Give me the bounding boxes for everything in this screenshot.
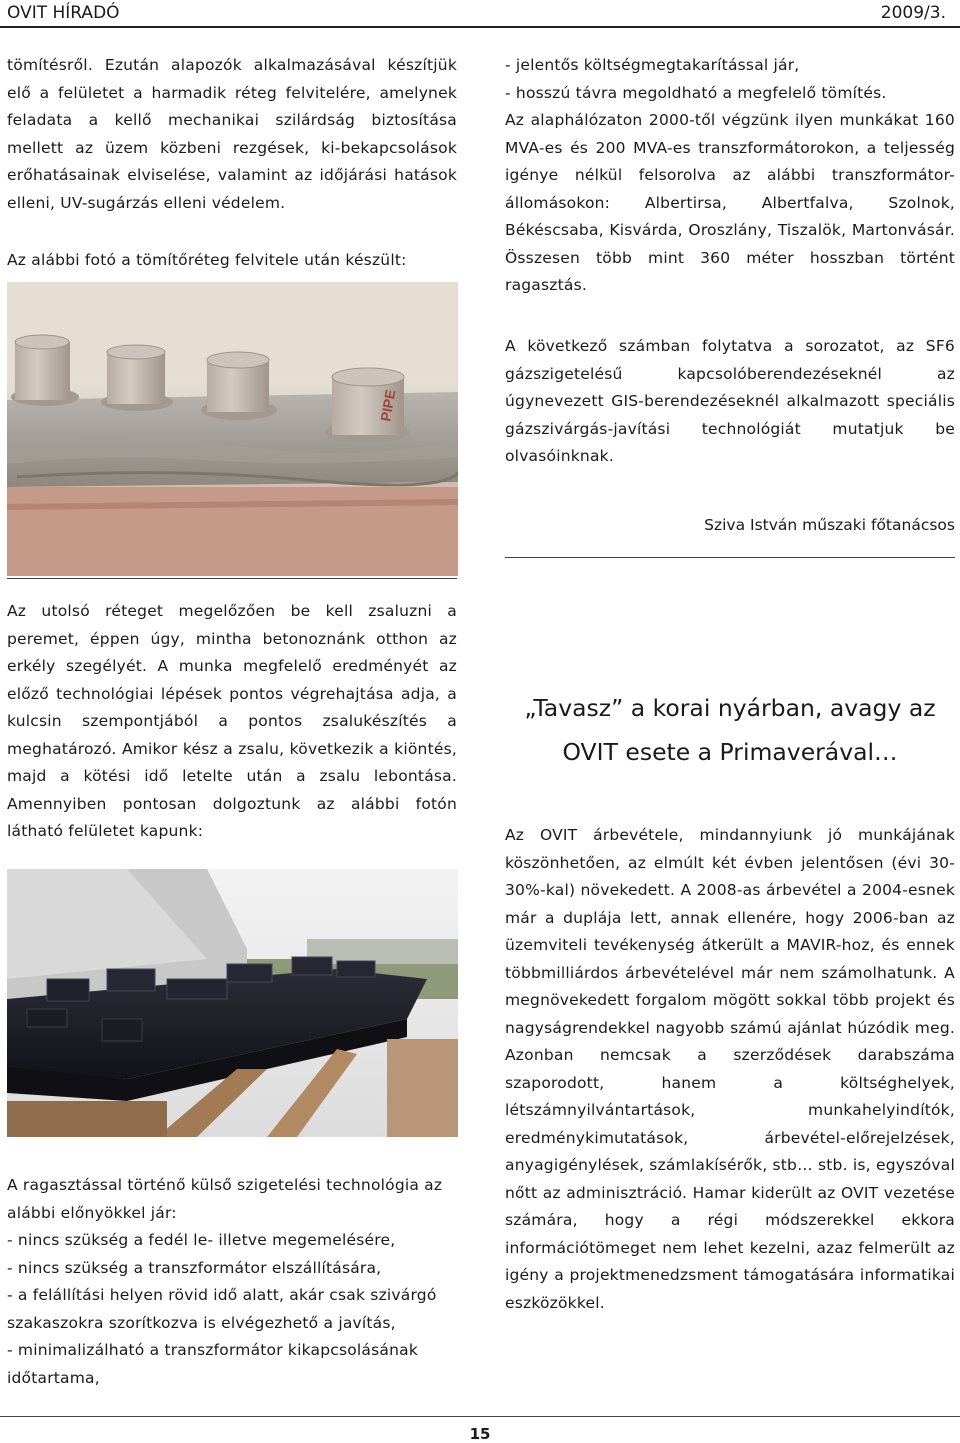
next-issue-text: A következő számban folytatva a sorozatot, az SF6 gázszigetelésű kapcsolóberendezéseknél az úgynevezett GIS-berendezéseknél alkalmazott speciális gázszivárgás-javítási technológiát mutatjuk be olvasóinknak.	[505, 337, 955, 465]
photo-finished-surface-image	[7, 869, 458, 1137]
benefits-list: A ragasztással történő külső szigetelési technológia az alábbi előnyökkel jár: - nincs szükség a fedél le- illetve megemelésére, - nincs szükség a transzformátor elszállítására, - a felállítási helyen rövid idő alatt, akár csak szivárgó szakaszokra szorítkozva is elvégezhető a javítás, - minimalizálható a transzformátor kikapcsolásának időtartama,	[7, 1176, 443, 1387]
page-number: 15	[469, 1425, 491, 1443]
right-divider	[505, 557, 955, 558]
article-body: Az OVIT árbevétele, mindannyiunk jó munkájának köszönhetően, az elmúlt két évben jelentősen (évi 30-30%-kal) növekedett. A 2008-as árbevétel a 2004-esnek már a duplája lett, annak ellenére, hogy 2006-ban az üzemviteli tevékenység átkerült a MAVIR-hoz, és ennek többmilliárdos árbevételével már nem számolhatunk. A megnövekedett forgalom mögött sokkal több projekt és nagyságrendekkel nagyobb számú ajánlat húzódik meg. Azonban nemcsak a szerződések darabszáma szaporodott, hanem a költséghelyek, létszámnyilvántartások, munkahelyindítók, eredménykimutatások, árbevétel-előrejelzések, anyagigénylések, számlakísérők, stb… stb. is, egyszóval nőtt az adminisztráció. Hamar kiderült az OVIT vezetése számára, hogy a régi módszerekkel ekkora információtömeget nem lehet kezelni, azaz felmerült az igény a projektmenedzsment támogatására informatikai eszközökkel.	[505, 826, 955, 1312]
photo-finished-surface	[7, 869, 458, 1137]
page-header	[0, 0, 960, 28]
article-title-line1: „Tavasz” a korai nyárban, avagy az	[524, 694, 936, 722]
author-signature: Sziva István műszaki főtanácsos	[704, 516, 955, 534]
article-title	[505, 686, 955, 774]
pipe-label: PIPE	[377, 388, 399, 423]
left-divider	[7, 578, 457, 579]
photo-sealant-pipes-image	[7, 282, 458, 576]
magazine-title: OVIT HÍRADÓ	[7, 3, 120, 23]
right-list-and-locations: - jelentős költségmegtakarítással jár, - hosszú távra megoldható a megfelelő tömítés. Az alaphálózaton 2000-től végzünk ilyen munkákat 160 MVA-es és 200 MVA-es transzformátorokon, a teljesség igénye nélkül felsorolva az alábbi transzformátor-állomásokon: Albertirsa, Albertfalva, Szolnok, Békéscsaba, Kisvárda, Oroszlány, Tiszalök, Martonvásár. Összesen több mint 360 méter hosszban történt ragasztás.	[505, 56, 955, 294]
photo1-caption: Az alábbi fotó a tömítőréteg felvitele után készült:	[7, 251, 407, 269]
left-intro-text: tömítésről. Ezután alapozók alkalmazásával készítjük elő a felületet a harmadik réteg felvitelére, amelynek feladata a kellő mechanikai szilárdság biztosítása mellett az üzem közbeni rezgések, ki-bekapcsolások erőhatásainak elviselése, valamint az időjárási hatások elleni, UV-sugárzás elleni védelem.	[7, 56, 457, 212]
issue-number: 2009/3.	[880, 3, 946, 23]
article-title-line2: OVIT esete a Primaverával…	[562, 738, 898, 766]
left-para-formwork: Az utolsó réteget megelőzően be kell zsaluzni a peremet, éppen úgy, mintha betonoznánk otthon az erkély szegélyét. A munka megfelelő eredményét az előző technológiai lépések pontos végrehajtása adja, a kulcsin szempontjából a pontos zsalukészítés a meghatározó. Amikor kész a zsalu, következik a kiöntés, majd a kötési idő letelte után a zsalu lebontása. Amennyiben pontosan dolgoztunk az alábbi fotón látható felületet kapunk:	[7, 602, 457, 840]
photo-sealant-pipes	[7, 282, 458, 576]
footer-divider	[0, 1416, 960, 1417]
